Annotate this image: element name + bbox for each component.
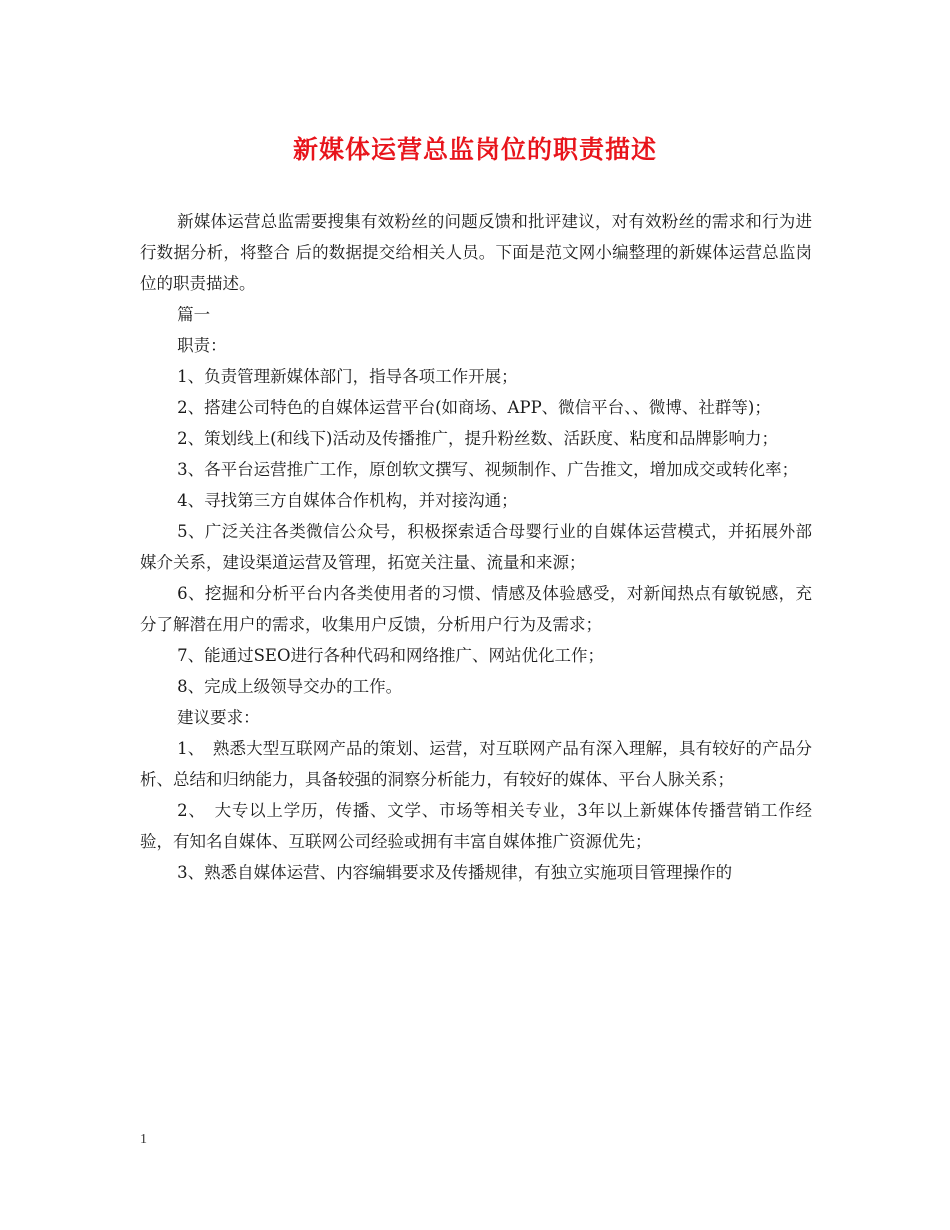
responsibility-item: 2、策划线上(和线下)活动及传播推广，提升粉丝数、活跃度、粘度和品牌影响力；	[177, 429, 778, 448]
responsibility-item: 5、广泛关注各类微信公众号，积极探索适合母婴行业的自媒体运营模式，并拓展外部媒介关系，建设渠道运营及管理，拓宽关注量、流量和来源；	[140, 522, 812, 572]
requirement-item: 1、 熟悉大型互联网产品的策划、运营，对互联网产品有深入理解，具有较好的产品分析、总结和归纳能力，具备较强的洞察分析能力，有较好的媒体、平台人脉关系；	[140, 739, 812, 789]
responsibility-item: 8、完成上级领导交办的工作。	[177, 677, 403, 696]
page-number: 1	[140, 1132, 147, 1147]
responsibility-item: 4、寻找第三方自媒体合作机构，并对接沟通；	[177, 491, 518, 510]
document-body	[140, 206, 812, 888]
section-heading-part-one: 篇一	[177, 305, 211, 324]
requirement-item: 3、熟悉自媒体运营、内容编辑要求及传播规律，有独立实施项目管理操作的	[177, 863, 733, 882]
requirements-heading: 建议要求：	[177, 708, 260, 727]
requirement-item: 2、 大专以上学历，传播、文学、市场等相关专业，3年以上新媒体传播营销工作经验，有知名自媒体、互联网公司经验或拥有丰富自媒体推广资源优先；	[140, 801, 812, 851]
responsibility-item: 3、各平台运营推广工作，原创软文撰写、视频制作、广告推文，增加成交或转化率；	[177, 460, 799, 479]
responsibilities-heading: 职责：	[177, 336, 227, 355]
responsibility-item: 7、能通过SEO进行各种代码和网络推广、网站优化工作；	[177, 646, 604, 665]
responsibility-item: 1、负责管理新媒体部门，指导各项工作开展；	[177, 367, 518, 386]
responsibility-item: 2、搭建公司特色的自媒体运营平台(如商场、APP、微信平台、、微博、社群等)；	[177, 398, 771, 417]
responsibility-item: 6、挖掘和分析平台内各类使用者的习惯、情感及体验感受，对新闻热点有敏锐感，充分了解潜在用户的需求，收集用户反馈，分析用户行为及需求；	[140, 584, 812, 634]
document-title: 新媒体运营总监岗位的职责描述	[292, 135, 657, 164]
intro-paragraph: 新媒体运营总监需要搜集有效粉丝的问题反馈和批评建议，对有效粉丝的需求和行为进行数据分析，将整合 后的数据提交给相关人员。下面是范文网小编整理的新媒体运营总监岗位的职责描述。	[140, 212, 812, 293]
